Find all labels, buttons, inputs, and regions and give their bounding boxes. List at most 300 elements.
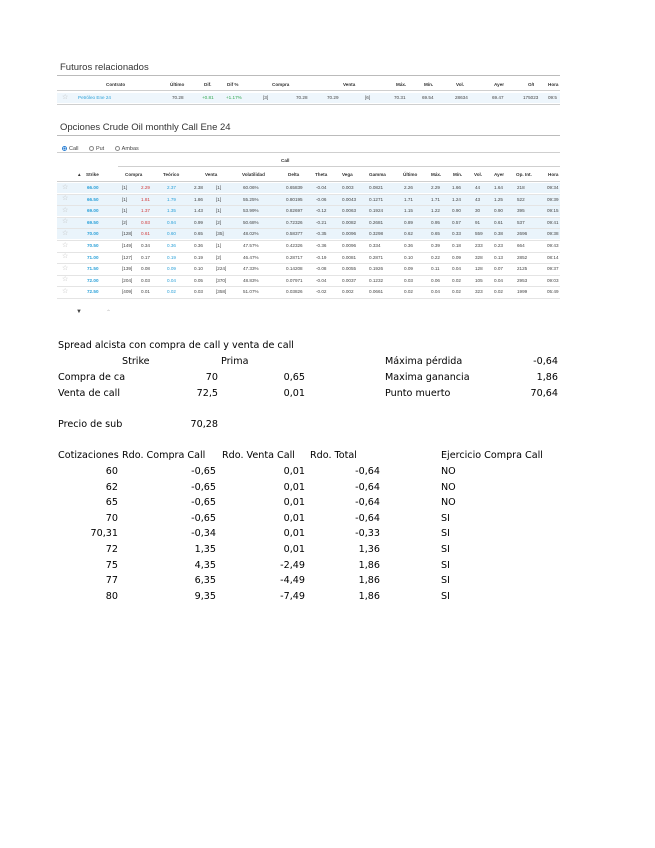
option-cell-strike[interactable]: 69.50 (87, 219, 99, 225)
option-cell-v: 43 (475, 196, 481, 202)
option-cell-theta: -0.12 (316, 208, 327, 214)
favorite-star-icon[interactable]: ☆ (62, 94, 69, 101)
underlying-price-label: Precio de sub (58, 419, 123, 430)
option-cell-vol: 53.99% (243, 208, 259, 214)
options-title-divider (57, 135, 560, 136)
futures-header-divider (57, 90, 560, 91)
option-cell-last: 2.26 (404, 185, 413, 190)
option-cell-prev: 0.23 (494, 243, 503, 248)
futures-row-bg (57, 93, 560, 103)
option-cell-strike[interactable]: 66.00 (87, 185, 99, 190)
option-cell-last: 0.03 (404, 277, 413, 283)
option-cell-gamma: 0.1232 (369, 277, 384, 283)
option-cell-theo[interactable]: 2.37 (167, 185, 176, 190)
option-row-divider (57, 252, 560, 253)
option-cell-bid: 1.37 (141, 208, 150, 214)
option-cell-vol: 48.83% (243, 277, 259, 283)
collapse-up-icon[interactable]: ⌃ (106, 310, 112, 316)
futures-header-last: Último (170, 82, 185, 87)
results-cell-exercise: NO (441, 497, 456, 509)
results-header-sell: Rdo. Venta Call (222, 450, 295, 461)
spread-title: Spread alcista con compra de call y venta de call (58, 340, 294, 351)
option-row-divider (57, 240, 560, 241)
option-cell-bid: 0.08 (141, 266, 150, 272)
futures-header-diff: Dif. (204, 82, 212, 87)
results-cell-exercise: NO (441, 466, 456, 477)
option-cell-vega: 0.0096 (342, 243, 357, 248)
futures-ask: 70.29 (327, 95, 339, 100)
results-cell-3: 1,86 (358, 575, 380, 587)
futures-prev: 69.47 (492, 95, 504, 100)
option-cell-high: 1.71 (431, 196, 440, 202)
options-group-label: Call (281, 158, 290, 163)
max-gain-label: Maxima ganancia (385, 372, 470, 383)
option-cell-oi: 2953 (517, 277, 528, 283)
option-cell-strike[interactable]: 71.00 (87, 254, 99, 260)
option-cell-theta: -0.04 (316, 277, 327, 283)
results-cell-2: 0,01 (283, 497, 305, 509)
radio-both[interactable] (115, 146, 120, 151)
option-cell-v: 233 (475, 243, 483, 248)
favorite-star-icon[interactable]: ☆ (62, 241, 69, 249)
option-cell-gamma: 0.0661 (369, 289, 384, 295)
results-cell-1: -0,34 (191, 528, 216, 540)
option-cell-delta: 0.80195 (286, 196, 303, 202)
option-cell-gamma: 0.1926 (369, 266, 384, 272)
option-cell-last: 0.62 (404, 231, 413, 237)
option-cell-last: 0.89 (404, 219, 413, 225)
futures-ask-size: [6] (365, 95, 371, 100)
option-cell-last: 0.02 (404, 289, 413, 295)
option-cell-bs: [128] (122, 231, 133, 237)
option-cell-theta: -0.02 (316, 289, 327, 295)
option-cell-high: 1.22 (431, 208, 440, 214)
favorite-star-icon[interactable]: ☆ (62, 264, 69, 272)
results-cell-0: 80 (105, 590, 118, 602)
option-cell-ask: 0.99 (194, 219, 203, 225)
results-cell-3: 1,36 (358, 544, 380, 555)
results-cell-2: 0,01 (283, 512, 305, 524)
sell-call-label: Venta de call (58, 388, 121, 399)
option-cell-vega: 0.0082 (342, 219, 357, 225)
option-cell-high: 0.22 (431, 254, 440, 260)
favorite-star-icon[interactable]: ☆ (62, 276, 69, 284)
options-header-12: Vol. (474, 172, 483, 177)
option-cell-oi: 2852 (517, 254, 528, 260)
breakeven-value: 70,64 (530, 388, 558, 399)
option-cell-delta: 0.58377 (286, 231, 303, 237)
options-header-divider (57, 181, 560, 182)
results-cell-1: -0,65 (191, 481, 216, 493)
option-cell-bs: [149] (122, 243, 133, 248)
option-cell-strike[interactable]: 70.00 (87, 231, 99, 237)
futures-bid: 70.28 (296, 95, 308, 100)
option-cell-gamma: 0.1271 (369, 196, 384, 202)
option-cell-prev: 0.07 (494, 266, 503, 272)
option-cell-theta: -0.19 (316, 254, 327, 260)
option-cell-theo[interactable]: 0.94 (167, 219, 176, 225)
option-cell-oi: 395 (517, 208, 525, 214)
option-cell-prev: 0.13 (494, 254, 503, 260)
option-cell-time: 05:49 (547, 289, 559, 295)
option-cell-delta: 0.07971 (286, 277, 303, 283)
results-cell-0: 75 (105, 559, 118, 571)
buy-call-label: Compra de ca (58, 372, 126, 383)
option-cell-time: 09:43 (547, 243, 559, 248)
option-cell-oi: 2125 (517, 266, 528, 272)
options-header-3: Venta (205, 172, 218, 177)
option-cell-vega: 0.0037 (342, 277, 357, 283)
options-header-7: Vega (342, 172, 353, 177)
option-cell-theo[interactable]: 0.04 (167, 277, 176, 283)
option-cell-strike[interactable]: 72.50 (87, 289, 99, 295)
itm-row-highlight (57, 229, 560, 239)
option-cell-low: 0.04 (452, 266, 461, 272)
option-cell-theta: -0.06 (316, 196, 327, 202)
option-cell-bid: 1.81 (141, 196, 150, 202)
option-cell-vega: 0.002 (342, 289, 354, 295)
buy-call-prima: 0,65 (283, 372, 305, 383)
option-cell-bs: [1] (122, 196, 128, 202)
option-cell-ask: 0.10 (194, 266, 203, 272)
results-header-exercise: Ejercicio Compra Call (441, 450, 543, 461)
results-cell-2: -7,49 (280, 590, 305, 602)
options-header-0: Strike (86, 172, 99, 177)
results-cell-0: 77 (105, 575, 118, 587)
option-cell-low: 0.18 (452, 243, 461, 248)
results-cell-1: 6,35 (194, 575, 216, 587)
option-cell-as: [1] (216, 208, 222, 214)
option-cell-time: 09:03 (547, 277, 559, 283)
results-cell-1: 9,35 (194, 590, 216, 602)
option-cell-prev: 0.38 (494, 231, 503, 237)
results-cell-exercise: NO (441, 481, 456, 493)
option-type-radio-group (62, 140, 145, 158)
futures-row-divider (57, 104, 560, 105)
itm-row-highlight (57, 195, 560, 205)
futures-diff: +0.81 (202, 95, 214, 100)
radio-call-label: Call (69, 145, 79, 152)
option-cell-time: 09:41 (547, 219, 559, 225)
option-cell-bid: 0.93 (141, 219, 150, 225)
option-cell-bid: 0.34 (141, 243, 150, 248)
option-cell-vol: 46.47% (243, 254, 259, 260)
results-cell-2: 0,01 (283, 528, 305, 540)
options-header-4: Volatilidad (242, 172, 265, 177)
option-cell-theo[interactable]: 1.79 (167, 196, 176, 202)
futures-low: 69.54 (422, 95, 434, 100)
option-cell-low: 1.24 (452, 196, 461, 202)
max-gain-value: 1,86 (536, 372, 558, 383)
futures-header-low: Mín. (424, 82, 434, 87)
option-cell-ask: 0.19 (194, 254, 203, 260)
favorite-star-icon[interactable]: ☆ (62, 229, 69, 237)
results-cell-3: 1,86 (358, 590, 380, 602)
option-cell-delta: 0.82697 (286, 208, 303, 214)
option-cell-last: 1.15 (404, 208, 413, 214)
option-cell-low: 1.66 (452, 185, 461, 190)
buy-call-strike: 70 (205, 372, 218, 383)
option-cell-delta: 0.42326 (286, 243, 303, 248)
option-cell-gamma: 0.2871 (369, 254, 384, 260)
futures-header-bid: Compra (272, 82, 290, 87)
option-cell-vega: 0.003 (342, 185, 354, 190)
option-cell-bs: [127] (122, 254, 133, 260)
option-cell-theo[interactable]: 0.02 (167, 289, 176, 295)
option-cell-bid: 0.61 (141, 231, 150, 237)
option-cell-theta: -0.04 (316, 185, 327, 190)
option-cell-prev: 0.04 (494, 277, 503, 283)
option-cell-vega: 0.0081 (342, 254, 357, 260)
option-cell-last: 0.36 (404, 243, 413, 248)
max-loss-value: -0,64 (533, 356, 558, 367)
option-cell-vega: 0.0043 (342, 196, 357, 202)
results-cell-exercise: SI (441, 512, 450, 524)
option-cell-high: 0.04 (431, 289, 440, 295)
options-header-2: Teórico (163, 172, 180, 177)
results-cell-3: 1,86 (358, 559, 380, 571)
option-cell-oi: 218 (517, 185, 525, 190)
option-cell-bs: [1] (122, 208, 128, 214)
results-cell-0: 60 (105, 466, 118, 477)
option-cell-high: 0.06 (431, 277, 440, 283)
results-cell-3: -0,64 (355, 481, 380, 493)
option-cell-bs: [139] (122, 266, 133, 272)
results-cell-1: -0,65 (191, 466, 216, 477)
option-cell-prev: 0.90 (494, 208, 503, 214)
futures-header-high: Máx. (396, 82, 407, 87)
option-cell-strike[interactable]: 70.50 (87, 243, 99, 248)
results-cell-3: -0,33 (355, 528, 380, 540)
futures-header-ask: Venta (343, 82, 356, 87)
results-cell-0: 65 (105, 497, 118, 509)
option-cell-high: 0.11 (431, 266, 440, 272)
option-cell-vol: 55.25% (243, 196, 259, 202)
results-header-buy: Rdo. Compra Call (122, 450, 206, 461)
option-cell-ask: 0.05 (194, 277, 203, 283)
futures-header-diff-pct: Dif % (227, 82, 239, 87)
favorite-star-icon[interactable]: ☆ (62, 218, 69, 226)
spread-strike-header: Strike (122, 356, 150, 367)
option-cell-bs: [409] (122, 289, 133, 295)
option-cell-theo[interactable]: 0.19 (167, 254, 176, 260)
option-cell-vol: 48.02% (243, 231, 259, 237)
option-row-divider (57, 286, 560, 287)
option-cell-strike[interactable]: 71.50 (87, 266, 99, 272)
option-cell-strike[interactable]: 69.00 (87, 208, 99, 214)
futures-last: 70.28 (172, 95, 184, 100)
option-cell-as: [1] (216, 243, 222, 248)
futures-oi: 175023 (523, 95, 539, 100)
futures-header-contract: Contrato (106, 82, 126, 87)
itm-row-highlight (57, 206, 560, 216)
option-row-divider (57, 275, 560, 276)
results-cell-1: -0,65 (191, 497, 216, 509)
option-cell-v: 105 (475, 277, 483, 283)
radio-both-label: Ambas (121, 145, 139, 152)
futures-bid-size: [3] (263, 95, 269, 100)
option-cell-theta: -0.35 (316, 231, 327, 237)
futures-contract-link[interactable]: Petróleo Ene 24 (78, 95, 111, 100)
option-cell-strike[interactable]: 66.50 (87, 196, 99, 202)
options-header-1: Compra (125, 172, 143, 177)
sort-up-icon[interactable]: ▲ (77, 172, 82, 177)
options-section-title: Opciones Crude Oil monthly Call Ene 24 (60, 122, 231, 133)
option-row-divider (57, 298, 560, 299)
radio-call[interactable] (62, 146, 67, 151)
option-cell-v: 91 (475, 219, 481, 225)
results-cell-0: 72 (105, 544, 118, 555)
option-cell-low: 0.33 (452, 231, 461, 237)
results-cell-exercise: SI (441, 559, 450, 571)
option-cell-bs: [2] (122, 219, 128, 225)
sell-call-prima: 0,01 (283, 388, 305, 399)
option-cell-gamma: 0.2681 (369, 219, 384, 225)
option-cell-high: 0.65 (431, 231, 440, 237)
futures-header-time: Hora (548, 82, 559, 87)
option-cell-as: [2] (216, 219, 222, 225)
option-cell-low: 0.90 (452, 208, 461, 214)
option-cell-theta: -0.36 (316, 243, 327, 248)
option-cell-high: 0.39 (431, 243, 440, 248)
option-cell-theo[interactable]: 0.36 (167, 243, 176, 248)
results-cell-0: 70,31 (90, 528, 118, 540)
futures-title-divider (57, 75, 560, 76)
option-cell-last: 0.10 (404, 254, 413, 260)
option-cell-prev: 1.64 (494, 185, 503, 190)
option-cell-gamma: 0.334 (369, 243, 381, 248)
underlying-price-value: 70,28 (190, 419, 218, 430)
options-header-10: Máx. (431, 172, 442, 177)
option-cell-ask: 1.86 (194, 196, 203, 202)
option-cell-delta: 0.03826 (286, 289, 303, 295)
results-cell-3: -0,64 (355, 466, 380, 477)
option-cell-theo[interactable]: 0.09 (167, 266, 176, 272)
results-cell-2: -4,49 (280, 575, 305, 587)
option-cell-as: [370] (216, 277, 227, 283)
option-cell-v: 559 (475, 231, 483, 237)
option-cell-theo[interactable]: 0.60 (167, 231, 176, 237)
results-header-total: Rdo. Total (310, 450, 357, 461)
options-header-15: Hora (548, 172, 559, 177)
option-cell-gamma: 0.3298 (369, 231, 384, 237)
spread-prima-header: Prima (221, 356, 249, 367)
results-cell-3: -0,64 (355, 497, 380, 509)
option-cell-theta: -0.21 (316, 219, 327, 225)
option-cell-last: 0.09 (404, 266, 413, 272)
option-row-divider (57, 263, 560, 264)
option-cell-oi: 1999 (517, 289, 528, 295)
option-cell-vega: 0.0096 (342, 231, 357, 237)
futures-vol: 28634 (455, 95, 468, 100)
futures-section-title: Futuros relacionados (60, 62, 149, 73)
option-cell-low: 0.09 (452, 254, 461, 260)
results-cell-1: 1,35 (194, 544, 216, 555)
option-cell-vega: 0.0055 (342, 266, 357, 272)
favorite-star-icon[interactable]: ☆ (62, 195, 69, 203)
option-cell-oi: 2696 (517, 231, 528, 237)
option-cell-delta: 0.14208 (286, 266, 303, 272)
option-cell-v: 323 (475, 289, 483, 295)
favorite-star-icon[interactable]: ☆ (62, 253, 69, 261)
option-cell-ask: 2.38 (194, 185, 203, 190)
option-cell-time: 09:34 (547, 185, 559, 190)
futures-diff-pct: +1.17% (226, 95, 242, 100)
option-cell-vega: 0.0063 (342, 208, 357, 214)
option-cell-as: [1] (216, 196, 222, 202)
options-header-8: Gamma (369, 172, 386, 177)
options-header-5: Delta (288, 172, 300, 177)
favorite-star-icon[interactable]: ☆ (62, 183, 69, 191)
option-cell-time: 09:38 (547, 231, 559, 237)
option-cell-theta: -0.08 (316, 266, 327, 272)
option-cell-strike[interactable]: 72.00 (87, 277, 99, 283)
option-cell-bs: [1] (122, 185, 128, 190)
option-cell-time: 09:15 (547, 208, 559, 214)
option-cell-theo[interactable]: 1.35 (167, 208, 176, 214)
futures-header-oi: O/I (528, 82, 535, 87)
max-loss-label: Máxima pérdida (385, 356, 463, 367)
option-cell-vol: 60.06% (243, 185, 259, 190)
itm-row-highlight (57, 218, 560, 228)
results-header-quotes: Cotizaciones (58, 450, 119, 461)
options-header-6: Theta (315, 172, 328, 177)
futures-high: 70.31 (394, 95, 406, 100)
option-cell-prev: 0.61 (494, 219, 503, 225)
option-cell-low: 0.02 (452, 289, 461, 295)
option-cell-v: 128 (475, 266, 483, 272)
favorite-star-icon[interactable]: ☆ (62, 206, 69, 214)
option-cell-as: [224] (216, 266, 227, 272)
results-cell-0: 70 (105, 512, 118, 524)
option-cell-delta: 0.28717 (286, 254, 303, 260)
option-cell-as: [2] (216, 254, 222, 260)
options-toolbar-divider (57, 152, 560, 153)
option-cell-bid: 2.29 (141, 185, 150, 190)
option-cell-as: [1] (216, 185, 222, 190)
options-header-11: Mín. (453, 172, 463, 177)
option-cell-v: 328 (475, 254, 483, 260)
futures-header-prev: Ayer (494, 82, 505, 87)
options-header-13: Ayer (494, 172, 505, 177)
expand-down-icon[interactable]: ▼ (76, 309, 82, 315)
option-cell-time: 08:14 (547, 254, 559, 260)
results-cell-exercise: SI (441, 528, 450, 540)
options-header-9: Último (403, 172, 418, 177)
option-cell-vol: 47.33% (243, 266, 259, 272)
option-cell-v: 30 (475, 208, 481, 214)
option-cell-bid: 0.17 (141, 254, 150, 260)
sell-call-strike: 72,5 (196, 388, 218, 399)
radio-put[interactable] (89, 146, 94, 151)
results-cell-exercise: SI (441, 575, 450, 587)
itm-row-highlight (57, 183, 560, 193)
favorite-star-icon[interactable]: ☆ (62, 287, 69, 295)
radio-put-label: Put (95, 145, 105, 152)
option-cell-ask: 0.03 (194, 289, 203, 295)
option-cell-gamma: 0.0821 (369, 185, 384, 190)
options-header-14: Op. Int. (516, 172, 532, 177)
results-cell-2: 0,01 (283, 466, 305, 477)
option-cell-oi: 664 (517, 243, 525, 248)
option-cell-high: 2.29 (431, 185, 440, 190)
option-cell-ask: 1.43 (194, 208, 203, 214)
option-cell-oi: 522 (517, 196, 525, 202)
option-cell-vol: 47.57% (243, 243, 259, 248)
results-cell-2: 0,01 (283, 544, 305, 555)
option-cell-time: 09:37 (547, 266, 559, 272)
results-cell-exercise: SI (441, 544, 450, 555)
